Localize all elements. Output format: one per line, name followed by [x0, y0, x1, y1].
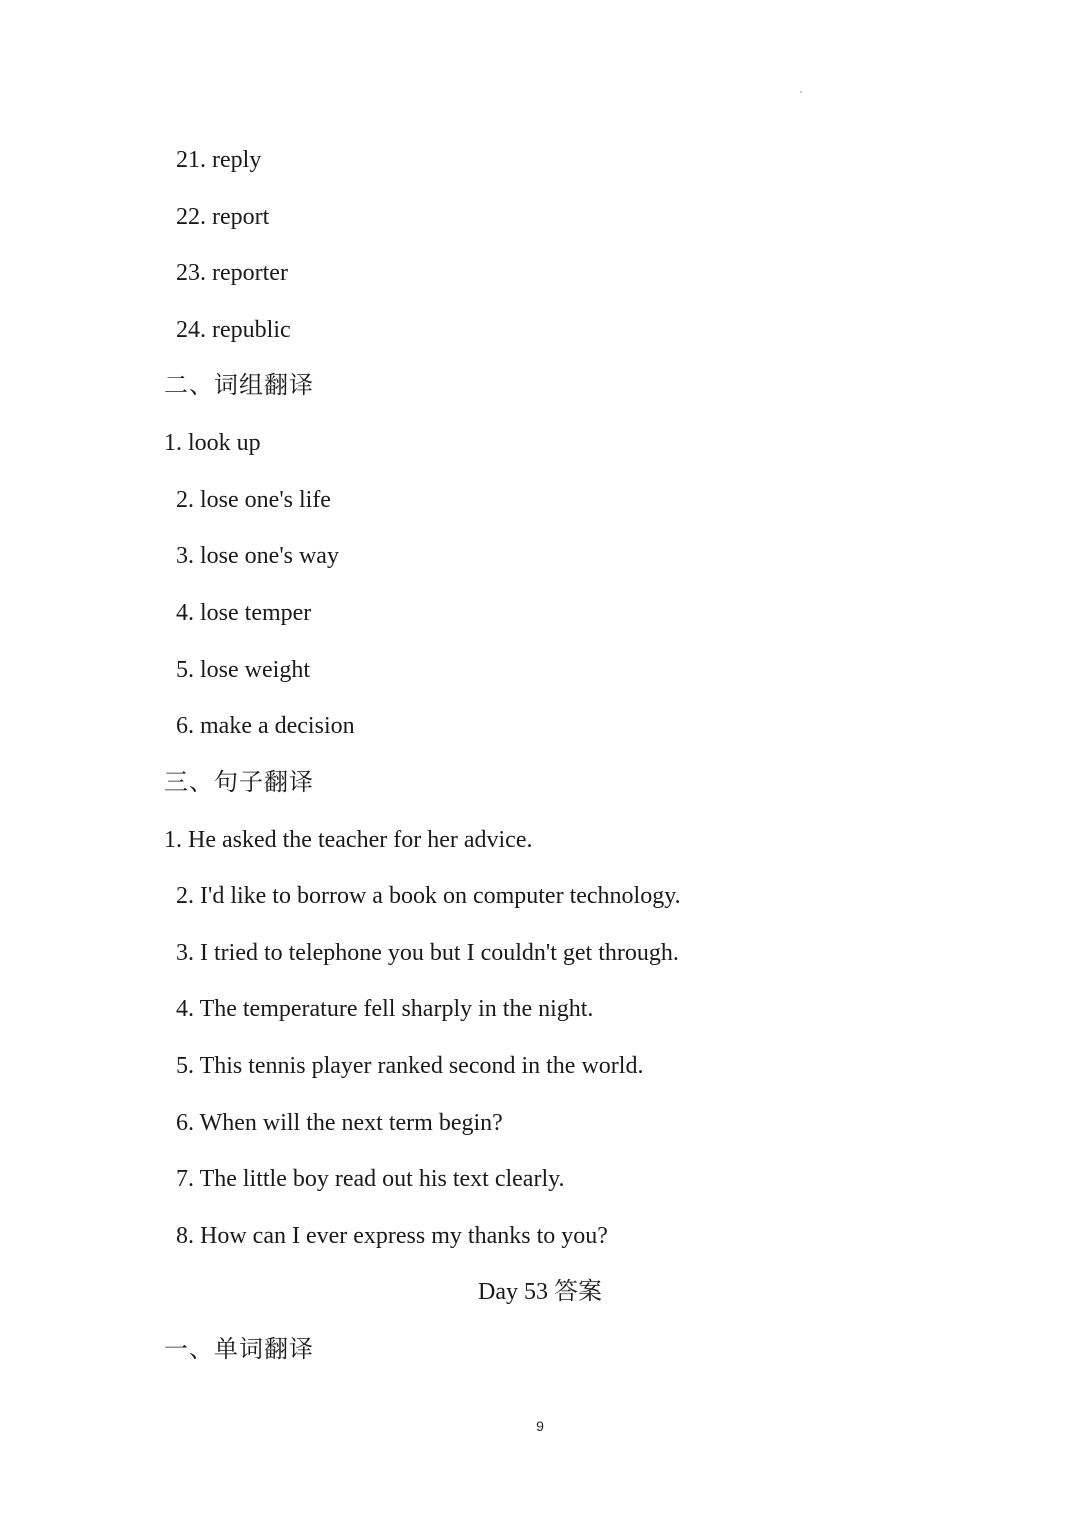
vocab-item: 22. report	[176, 204, 270, 230]
sentence-item: 1. He asked the teacher for her advice.	[164, 827, 533, 853]
sentence-item: 2. I'd like to borrow a book on computer technology.	[176, 883, 681, 909]
sentence-item: 8. How can I ever express my thanks to you?	[176, 1223, 608, 1249]
day-answer-title: Day 53 答案	[478, 1279, 602, 1305]
phrase-item: 2. lose one's life	[176, 487, 331, 513]
sentence-item: 5. This tennis player ranked second in the world.	[176, 1053, 644, 1079]
vocab-item: 24. republic	[176, 317, 291, 343]
sentence-item: 3. I tried to telephone you but I couldn't get through.	[176, 940, 679, 966]
sentence-item: 7. The little boy read out his text clearly.	[176, 1166, 565, 1192]
sentence-item: 4. The temperature fell sharply in the night.	[176, 996, 594, 1022]
section-heading-word-translation: 一、单词翻译	[164, 1335, 314, 1363]
phrase-item: 4. lose temper	[176, 600, 312, 626]
section-heading-phrase-translation: 二、词组翻译	[164, 371, 314, 399]
section-heading-sentence-translation: 三、句子翻译	[164, 768, 314, 796]
phrase-item: 6. make a decision	[176, 713, 355, 739]
phrase-item: 3. lose one's way	[176, 543, 339, 569]
page-number: 9	[536, 1418, 544, 1434]
phrase-item: 1. look up	[164, 430, 261, 456]
vocab-item: 21. reply	[176, 147, 262, 173]
sentence-item: 6. When will the next term begin?	[176, 1110, 503, 1136]
vocab-item: 23. reporter	[176, 260, 288, 286]
scan-speck	[800, 91, 802, 93]
phrase-item: 5. lose weight	[176, 657, 310, 683]
